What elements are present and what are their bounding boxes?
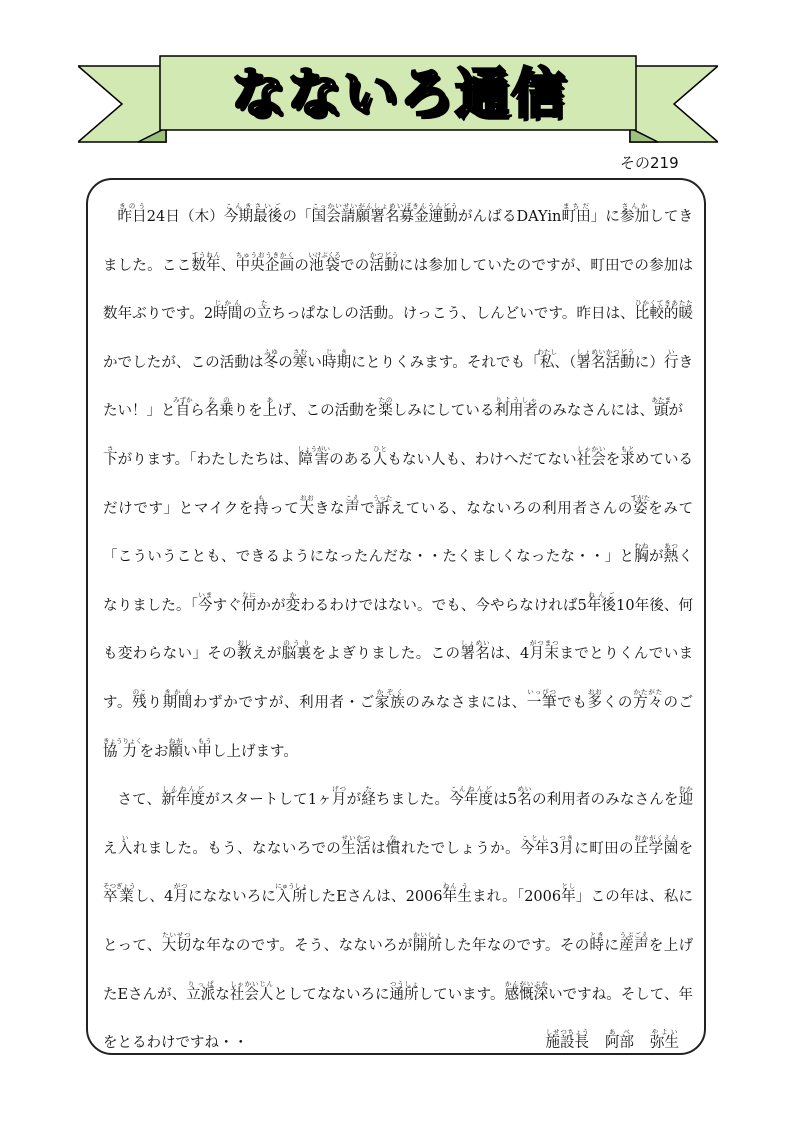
furigana: 卒業そつぎょう <box>103 882 136 906</box>
furigana: 参加さんか <box>620 202 650 225</box>
furigana: 姿すがた <box>630 493 651 517</box>
furigana: 求もと <box>620 444 635 468</box>
furigana: 社会しゃかい <box>576 444 606 468</box>
furigana: 月末がつまつ <box>529 639 560 663</box>
furigana: 熱あつ <box>663 542 679 566</box>
furigana: 大おお <box>299 493 315 517</box>
furigana: 月がつ <box>173 882 189 906</box>
furigana: 開所かいしょ <box>412 930 443 954</box>
furigana: 月げつ <box>331 785 347 809</box>
title-banner <box>78 54 718 150</box>
furigana: 行い <box>663 347 679 371</box>
furigana: 社会人しゃかいじん <box>229 979 274 1003</box>
paragraph-2-text: さて、新年度しんねんどがスタートして1ヶ月げつが経たちました。今年度こんねんどは5名めいの利用者のみなさんを迎むかえ入いれました。もう、なないろでの生活せいかつは慣なれたでしょうか。今年ことし3月つきに町田の丘学園おかがくえんを卒業そつぎょうし、4月がつになないろに入所にゅうしょしたEさんは、2006年ねん生うまれ。「2006年とし」この年は、私にとって、大切たいせつな年なのです。そう、なないろが開所かいしょした年なのです。その時ときに産声うぶごえを上げたEさんが、立派りっぱな社会人しゃかいじんとしてなないろに通所つうしょしています。感慨深かんがいぶかいですね。そして、年をとるわけですね・・ <box>103 785 694 1052</box>
issue-number: その219 <box>620 154 679 172</box>
furigana: 協力きょうりょく <box>103 736 142 760</box>
furigana: 多おお <box>587 687 603 711</box>
furigana: 今期最後こんきさいご <box>223 202 283 225</box>
furigana: 残のこ <box>132 687 148 711</box>
furigana: 慣な <box>385 833 401 857</box>
furigana: 通所つうしょ <box>389 979 419 1003</box>
furigana: 下さ <box>103 444 118 468</box>
furigana: 新年度しんねんど <box>161 785 206 809</box>
furigana: 方々かたがた <box>633 687 664 711</box>
newsletter-title: なないろ通信 <box>231 62 567 125</box>
furigana: 入所にゅうしょ <box>275 882 308 906</box>
furigana: 年とし <box>561 882 576 906</box>
furigana: 入い <box>117 833 133 857</box>
furigana: 迎むか <box>678 785 694 809</box>
furigana: 中央企画ちゅうおうきかく <box>235 250 295 274</box>
furigana: 生う <box>457 882 472 906</box>
signature-given-name: 弥生やよい <box>650 1028 679 1052</box>
furigana: 頭あたま <box>651 396 672 420</box>
paragraph-1-text: 昨日きのう24日（木）今期最後こんきさいごの「国会請願署名募金運動こっかいせいがんしょめいぼきんうんどうがんばるDAYin町田まちだ」に参加さんかしてきました。ここ数年すうねん、中央企画ちゅうおうきかくの池袋いけぶくろでの活動かつどうには参加していたのですが、町田での参加は数年ぶりです。2時間じかんの立たちっぱなしの活動。けっこう、しんどいです。昨日は、比較的暖ひかくてきあたたかでしたが、この活動は冬ふゆの寒さむい時期じきにとりくみます。それでも「私わたし、（署名活動しょめいかつどうに）行いきたい！」と自みずから名な乗のりを上あげ、この活動を楽たのしみにしている利用者りようしゃのみなさんには、頭あたまが下さがります。「わたしたちは、障害しょうがいのある人ひともない人も、わけへだてない社会しゃかいを求もとめているだけです」とマイクを持もって大おおきな声こえで訴うったえている、なないろの利用者さんの姿すがたをみて「こういうことも、できるようになったんだな・・たくましくなったな・・」と胸むねが熱あつくなりました。「今いますぐ何なにかが変かわるわけではない。でも、今やらなければ5年後ねんご10年後、何も変わらない」その教おしえが脳裏のうりをよぎりました。この署名しょめいは、4月末がつまつまでとりくんでいます。残のこり期間きかんわずかですが、利用者・ご家族かぞくのみなさまには、一筆いっぴつでも多おおくの方々かたがたのご協力きょうりょくをお願ねがい申もうし上げます。 <box>103 202 694 760</box>
furigana: 訴うった <box>372 493 393 517</box>
furigana: 署名活動しょめいかつどう <box>576 347 635 371</box>
furigana: 楽たの <box>378 396 393 420</box>
furigana: 変か <box>285 590 301 614</box>
furigana: 立派りっぱ <box>186 979 216 1003</box>
furigana: 脳裏のうり <box>281 639 312 663</box>
furigana: 私わたし <box>537 347 557 371</box>
furigana: 教おし <box>237 639 252 663</box>
furigana: 胸むね <box>634 542 649 566</box>
signature-title: 施設長しせつちょう <box>545 1028 589 1052</box>
furigana: 障害しょうがい <box>297 444 330 468</box>
furigana: 声こえ <box>345 493 361 517</box>
furigana: 生活せいかつ <box>341 833 371 857</box>
furigana: 町田まちだ <box>561 202 591 225</box>
furigana: 昨日きのう <box>117 202 147 225</box>
furigana: 産声うぶごえ <box>619 930 649 954</box>
furigana: 上あ <box>262 396 278 420</box>
furigana: 持も <box>254 493 270 517</box>
furigana: 乗の <box>219 396 234 420</box>
furigana: 丘学園おかがくえん <box>633 833 679 857</box>
furigana: 期間きかん <box>162 687 193 711</box>
furigana: 時期じき <box>322 347 352 371</box>
signature-family-name: 阿部あべ <box>605 1028 634 1052</box>
furigana: 今年ことし <box>519 833 550 857</box>
furigana: 時とき <box>589 930 605 954</box>
furigana: 今いま <box>197 590 213 614</box>
furigana: 時間じかん <box>213 299 243 323</box>
furigana: 名な <box>204 396 220 420</box>
furigana: 願ねが <box>168 736 183 760</box>
furigana: 池袋いけぶくろ <box>308 250 341 274</box>
furigana: 月つき <box>559 833 575 857</box>
furigana: 一筆いっぴつ <box>526 687 558 711</box>
paragraph-1 <box>103 193 693 776</box>
furigana: 比較的暖ひかくてきあたた <box>634 299 693 323</box>
furigana: 署名しょめい <box>460 639 491 663</box>
article-body <box>103 193 693 1068</box>
furigana: 国会請願署名募金運動こっかいせいがんしょめいぼきんうんどう <box>311 202 458 225</box>
furigana: 経た <box>361 785 376 809</box>
furigana: 寒さむ <box>292 347 308 371</box>
furigana: 年後ねんご <box>586 590 617 614</box>
furigana: 自みずか <box>173 396 193 420</box>
furigana: 利用者りようしゃ <box>494 396 538 420</box>
furigana: 家族かぞく <box>375 687 406 711</box>
signature <box>546 1019 680 1068</box>
furigana: 申もう <box>197 736 212 760</box>
furigana: 大切たいせつ <box>161 930 192 954</box>
furigana: 人ひと <box>372 444 388 468</box>
furigana: 名めい <box>517 785 532 809</box>
furigana: 何なに <box>241 590 257 614</box>
furigana: 感慨深かんがいぶか <box>504 979 549 1003</box>
furigana: 年ねん <box>442 882 458 906</box>
furigana: 冬ふゆ <box>263 347 279 371</box>
furigana: 数年すうねん <box>191 250 221 274</box>
furigana: 今年度こんねんど <box>449 785 494 809</box>
furigana: 立た <box>256 299 272 323</box>
furigana: 活動かつどう <box>369 250 399 274</box>
paragraph-2 <box>103 776 693 1068</box>
